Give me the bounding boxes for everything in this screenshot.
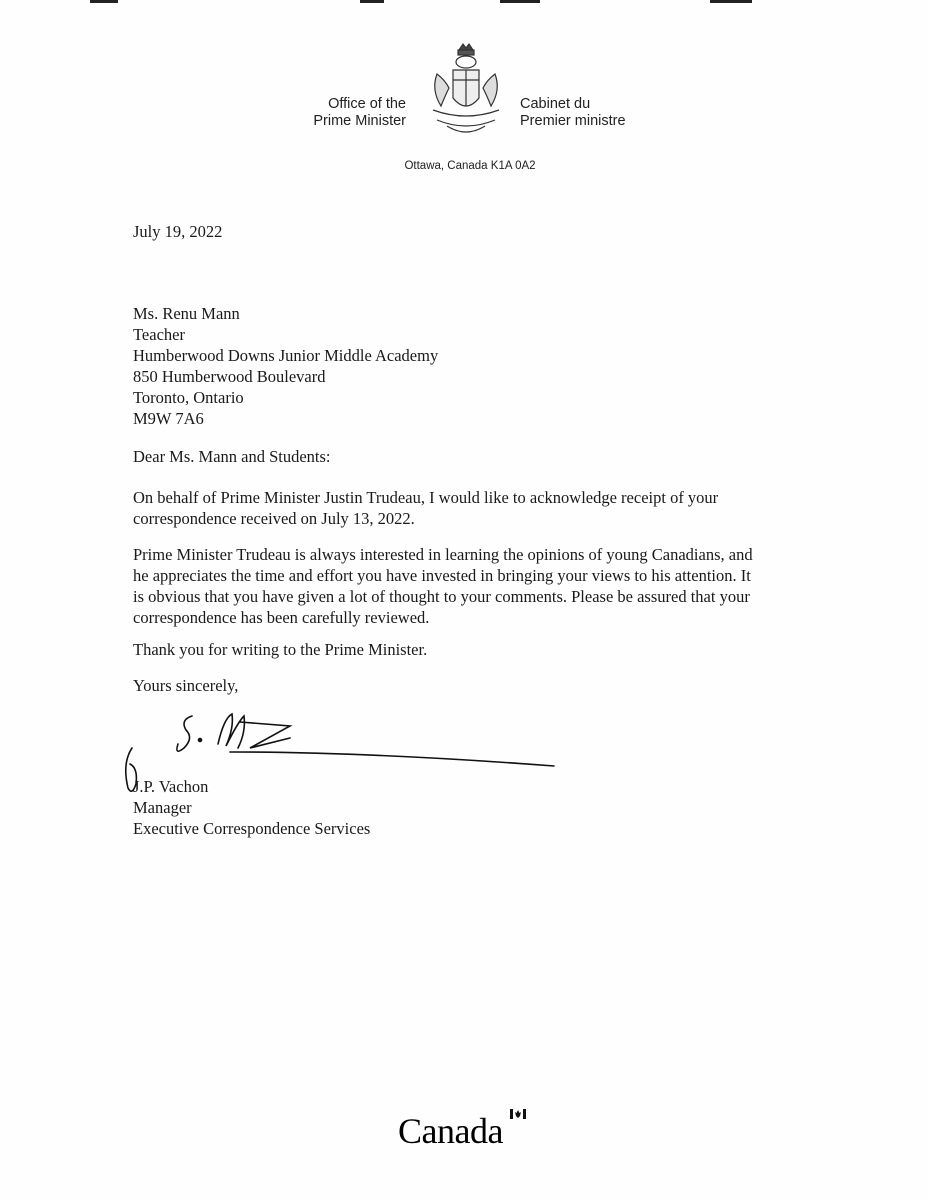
paragraph-line: Prime Minister Trudeau is always interested in learning the opinions of young Canadians, and [133, 545, 753, 564]
paragraph-line: correspondence has been carefully reviewed. [133, 608, 430, 627]
letterhead-en-line1: Office of the [328, 96, 406, 112]
paragraph-line: On behalf of Prime Minister Justin Trudeau, I would like to acknowledge receipt of your [133, 488, 719, 507]
coat-of-arms-icon [423, 40, 509, 140]
signatory-title: Manager [133, 798, 192, 817]
scan-artifact [90, 0, 118, 3]
letter-date: July 19, 2022 [133, 222, 223, 241]
closing: Yours sincerely, [133, 676, 239, 695]
salutation: Dear Ms. Mann and Students: [133, 447, 331, 466]
wordmark-text: Canada [398, 1111, 503, 1151]
paragraph-1 [133, 487, 823, 529]
letterhead-english [300, 96, 406, 130]
paragraph-line: is obvious that you have given a lot of thought to your comments. Please be assured that your [133, 587, 750, 606]
recipient-street: 850 Humberwood Boulevard [133, 367, 326, 386]
signatory-unit: Executive Correspondence Services [133, 819, 371, 838]
letterhead-address: Ottawa, Canada K1A 0A2 [404, 160, 536, 172]
paragraph-2 [133, 544, 823, 628]
recipient-name: Ms. Renu Mann [133, 304, 240, 323]
recipient-block [133, 303, 823, 429]
letterhead-en-line2: Prime Minister [313, 113, 406, 129]
scan-artifact [360, 0, 384, 3]
signatory-name: J.P. Vachon [133, 777, 209, 796]
letterhead-french [520, 96, 660, 130]
paragraph-3: Thank you for writing to the Prime Minister. [133, 640, 428, 659]
scan-artifact [710, 0, 752, 3]
recipient-city: Toronto, Ontario [133, 388, 244, 407]
scan-artifact [500, 0, 540, 3]
paragraph-line: he appreciates the time and effort you have invested in bringing your views to his attention. It [133, 566, 751, 585]
signatory-block [133, 776, 823, 839]
paragraph-line: correspondence received on July 13, 2022. [133, 509, 415, 528]
recipient-organization: Humberwood Downs Junior Middle Academy [133, 346, 439, 365]
letterhead-fr-line2: Premier ministre [520, 113, 626, 129]
letterhead-fr-line1: Cabinet du [520, 96, 591, 112]
recipient-postal-code: M9W 7A6 [133, 409, 204, 428]
recipient-title: Teacher [133, 325, 185, 344]
canada-wordmark-flag [398, 1105, 538, 1155]
